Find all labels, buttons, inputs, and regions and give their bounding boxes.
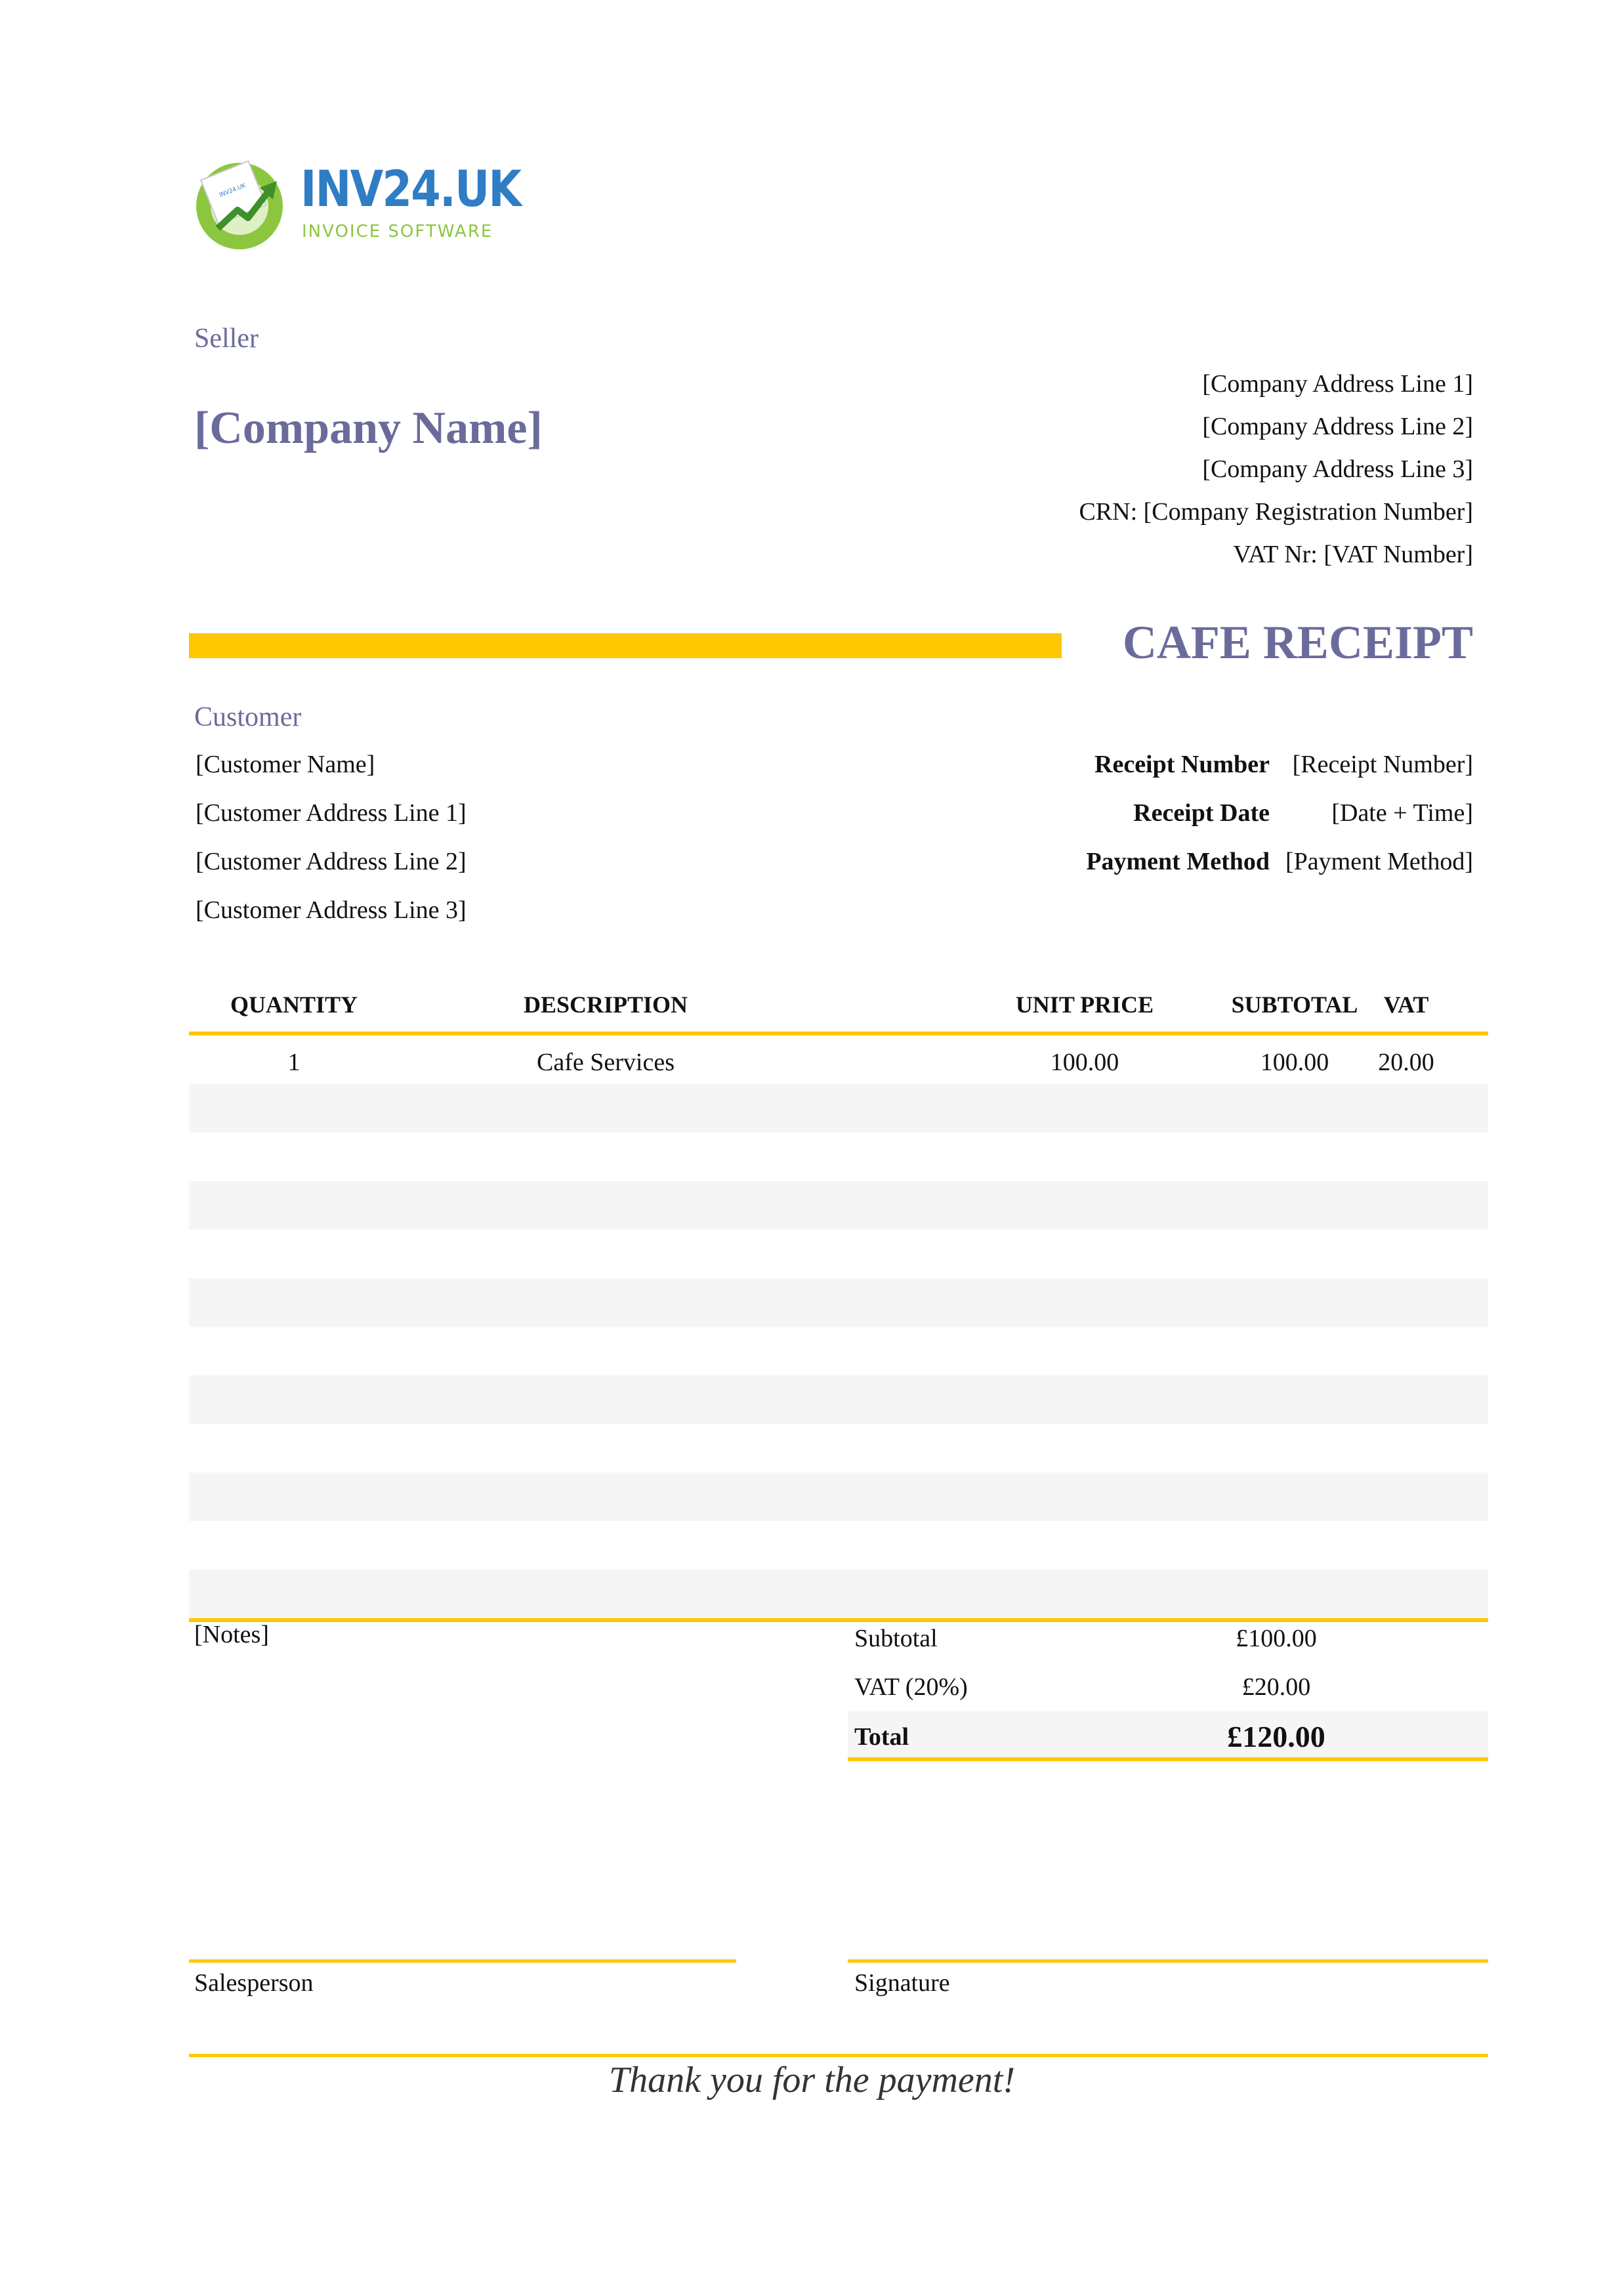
payment-method-label: Payment Method [1086, 848, 1270, 875]
logo-tagline: INVOICE SOFTWARE [302, 222, 493, 241]
items-table-header [189, 988, 1488, 1035]
empty-table-row [189, 1084, 1488, 1133]
header-quantity: QUANTITY [230, 991, 358, 1018]
receipt-date-value: [Date + Time] [1331, 799, 1473, 827]
empty-table-row [189, 1570, 1488, 1618]
footer-rule [189, 2054, 1488, 2057]
total-value: £120.00 [1227, 1720, 1325, 1753]
empty-table-row [189, 1375, 1488, 1424]
salesperson-label: Salesperson [194, 1969, 314, 1997]
empty-table-row [189, 1472, 1488, 1521]
vat-label: VAT (20%) [854, 1673, 968, 1701]
company-name: [Company Name] [194, 403, 543, 453]
total-row [848, 1711, 1488, 1761]
customer-name: [Customer Name] [196, 751, 375, 778]
empty-table-row [189, 1278, 1488, 1327]
receipt-number-value: [Receipt Number] [1292, 751, 1473, 778]
row-vat: 20.00 [1378, 1049, 1434, 1076]
receipt-number-label: Receipt Number [1094, 751, 1270, 778]
company-crn: CRN: [Company Registration Number] [1079, 498, 1473, 526]
signature-line [848, 1959, 1488, 1963]
seller-label: Seller [194, 324, 259, 354]
header-description: DESCRIPTION [523, 991, 688, 1018]
svg-text:INV24.UK: INV24.UK [219, 182, 247, 199]
notes: [Notes] [194, 1621, 269, 1648]
table-row [189, 1035, 1488, 1084]
items-table-bottom-rule [189, 1618, 1488, 1622]
empty-table-row [189, 1327, 1488, 1375]
receipt-date-label: Receipt Date [1133, 799, 1270, 827]
total-label: Total [854, 1723, 909, 1751]
title-accent-bar [189, 633, 1062, 658]
vat-value: £20.00 [1241, 1673, 1311, 1701]
company-vat-number: VAT Nr: [VAT Number] [1233, 541, 1473, 568]
signature-label: Signature [854, 1969, 950, 1997]
thank-you-message: Thank you for the payment! [609, 2060, 1015, 2100]
row-unit-price: 100.00 [1050, 1049, 1119, 1076]
header-unit-price: UNIT PRICE [1015, 991, 1154, 1018]
customer-label: Customer [194, 702, 302, 732]
row-description: Cafe Services [537, 1049, 675, 1076]
empty-table-row [189, 1521, 1488, 1570]
empty-table-row [189, 1230, 1488, 1278]
company-logo [190, 150, 521, 261]
empty-table-row [189, 1181, 1488, 1230]
logo-brand: INV24.UK [301, 159, 521, 218]
items-table [189, 988, 1488, 1622]
company-address-line-3: [Company Address Line 3] [1202, 455, 1473, 483]
empty-table-row [189, 1424, 1488, 1472]
salesperson-line [189, 1959, 736, 1963]
row-quantity: 1 [287, 1049, 301, 1076]
empty-table-row [189, 1133, 1488, 1181]
subtotal-value: £100.00 [1236, 1625, 1317, 1652]
subtotal-label: Subtotal [854, 1625, 938, 1652]
header-subtotal: SUBTOTAL [1231, 991, 1358, 1018]
company-address-line-2: [Company Address Line 2] [1202, 413, 1473, 440]
customer-address-line-1: [Customer Address Line 1] [196, 799, 467, 827]
document-title: CAFE RECEIPT [1122, 616, 1473, 669]
row-subtotal: 100.00 [1260, 1049, 1329, 1076]
customer-address-line-2: [Customer Address Line 2] [196, 848, 467, 875]
customer-address-line-3: [Customer Address Line 3] [196, 896, 467, 924]
logo-emblem-icon [190, 155, 289, 253]
company-address-line-1: [Company Address Line 1] [1202, 370, 1473, 398]
header-vat: VAT [1383, 991, 1429, 1018]
payment-method-value: [Payment Method] [1285, 848, 1473, 875]
